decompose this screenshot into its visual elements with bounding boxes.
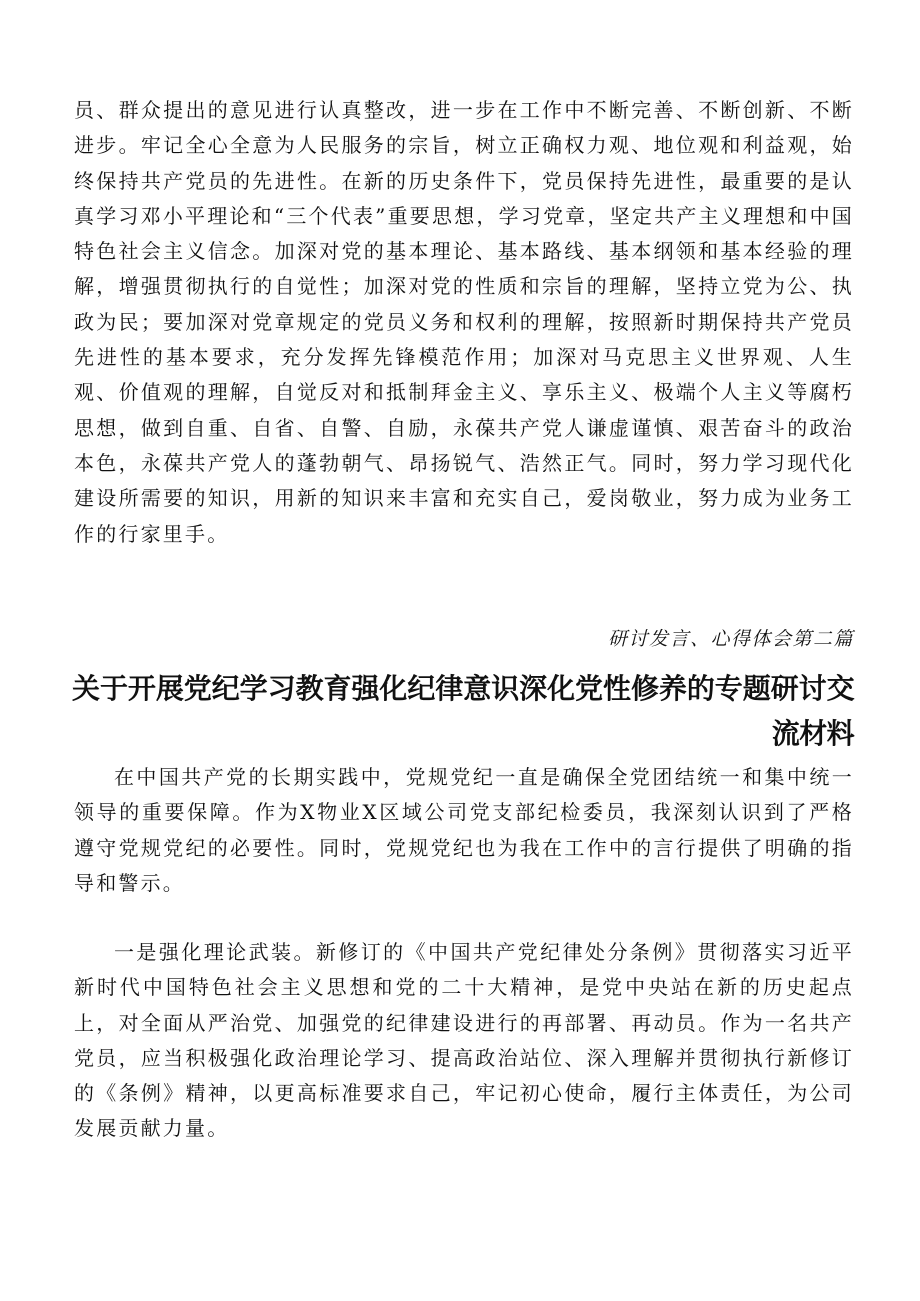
section-label: 研讨发言、心得体会第二篇	[607, 628, 854, 650]
intro-paragraph: 员、群众提出的意见进行认真整改，进一步在工作中不断完善、不断创新、不断进步。牢记全心全意为人民服务的宗旨，树立正确权力观、地位观和利益观，始终保持共产党员的先进性。在新的历史条件下，党员保持先进性，最重要的是认真学习邓小平理论和“三个代表”重要思想，学习党章，坚定共产主义理想和中国特色社会主义信念。加深对党的基本理论、基本路线、基本纲领和基本经验的理解，增强贯彻执行的自觉性；加深对党的性质和宗旨的理解，坚持立党为公、执政为民；要加深对党章规定的党员义务和权利的理解，按照新时期保持共产党员先进性的基本要求，充分发挥先锋模范作用；加深对马克思主义世界观、人生观、价值观的理解，自觉反对和抵制拜金主义、享乐主义、极端个人主义等腐朽思想，做到自重、自省、自警、自励，永葆共产党人谦虚谨慎、艰苦奋斗的政治本色，永葆共产党人的蓬勃朝气、昂扬锐气、浩然正气。同时，努力学习现代化建设所需要的知识，用新的知识来丰富和充实自己，爱岗敬业，努力成为业务工作的行家里手。	[74, 98, 854, 546]
paragraph-2: 在中国共产党的长期实践中，党规党纪一直是确保全党团结统一和集中统一领导的重要保障。作为X物业X区域公司党支部纪检委员，我深刻认识到了严格遵守党规党纪的必要性。同时，党规党纪也为我在工作中的言行提供了明确的指导和警示。	[74, 765, 854, 895]
document-title: 关于开展党纪学习教育强化纪律意识深化党性修养的专题研讨交流材料	[72, 672, 854, 750]
paragraph-3: 一是强化理论武装。新修订的《中国共产党纪律处分条例》贯彻落实习近平新时代中国特色社会主义思想和党的二十大精神，是党中央站在新的历史起点上，对全面从严治党、加强党的纪律建设进行的再部署、再动员。作为一名共产党员，应当积极强化政治理论学习、提高政治站位、深入理解并贯彻执行新修订的《条例》精神，以更高标准要求自己，牢记初心使命，履行主体责任，为公司发展贡献力量。	[74, 940, 854, 1141]
